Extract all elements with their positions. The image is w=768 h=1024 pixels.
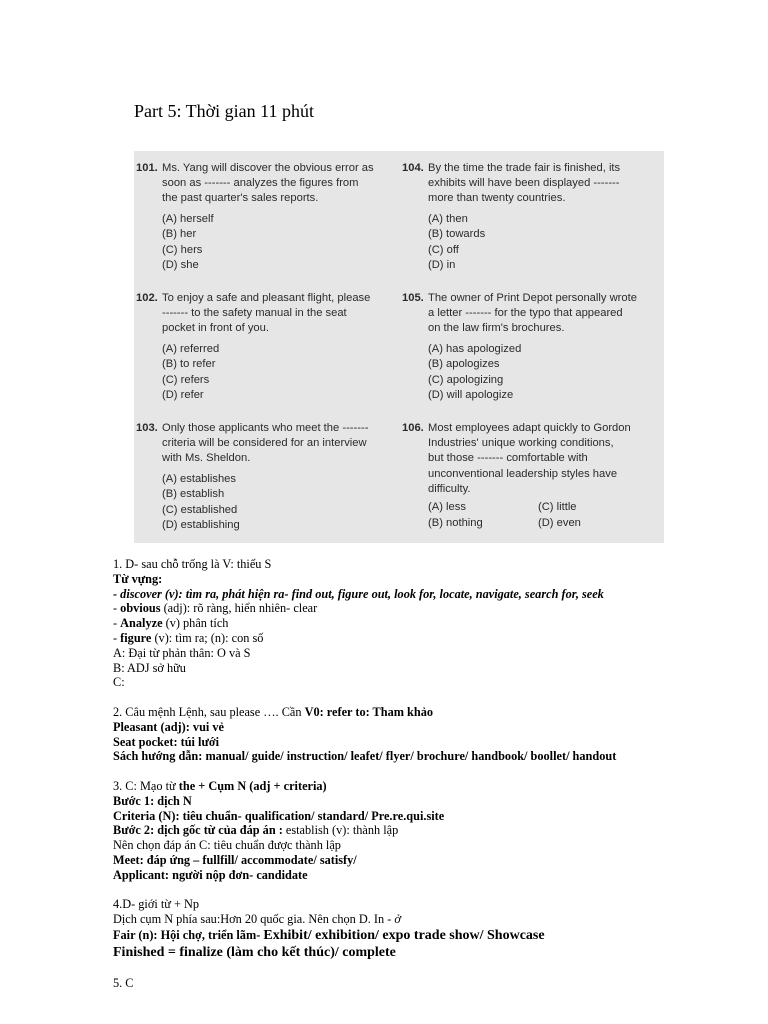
answer-option: (B) her xyxy=(162,228,197,241)
answer-notes xyxy=(113,557,753,991)
note-line: 1. D- sau chỗ trống là V: thiếu S xyxy=(113,557,272,571)
answer-option: (D) will apologize xyxy=(428,389,514,402)
note-line: Seat pocket: túi lưới xyxy=(113,734,220,749)
question-101 xyxy=(136,161,391,274)
question-text: Only those applicants who meet the ------- xyxy=(162,422,369,434)
note-line: Applicant: người nộp đơn- candidate xyxy=(113,867,308,882)
note-line: 3. C: Mạo từ the + Cụm N (adj + criteria) xyxy=(113,778,327,793)
vocab-definition: (v): tìm ra; (n): con số xyxy=(151,630,264,645)
note-line: C: xyxy=(113,675,125,690)
question-text: Ms. Yang will discover the obvious error as xyxy=(162,162,374,174)
answer-option: (A) herself xyxy=(162,212,214,225)
vocab-definition: (v) phân tích xyxy=(162,616,229,631)
question-number: 101. xyxy=(136,162,158,174)
question-104 xyxy=(402,161,660,274)
note-line: 5. C xyxy=(113,975,134,990)
answer-option: (D) establishing xyxy=(162,519,240,532)
answer-option: (A) has apologized xyxy=(428,342,522,355)
note-line: Dịch cụm N phía sau:Hơn 20 quốc gia. Nên chọn D. In - ở xyxy=(113,912,401,927)
answer-option: (C) off xyxy=(428,243,459,256)
answer-option: (B) establish xyxy=(162,488,225,501)
note-line: 4.D- giới từ + Np xyxy=(113,897,200,912)
vocab-term: obvious xyxy=(120,601,161,616)
question-102 xyxy=(136,291,391,404)
question-text: exhibits will have been displayed ------- xyxy=(428,177,620,190)
answer-option: (C) hers xyxy=(162,243,203,256)
note-line: Meet: đáp ứng – fullfill/ accommodate/ satisfy/ xyxy=(113,852,357,867)
question-text: By the time the trade fair is finished, its xyxy=(428,162,621,174)
question-text: a letter ------- for the typo that appeared xyxy=(428,307,623,320)
question-text: To enjoy a safe and pleasant flight, please xyxy=(162,292,371,304)
question-text: ------- to the safety manual in the seat xyxy=(162,307,347,320)
question-text: soon as ------- analyzes the figures from xyxy=(162,177,359,190)
question-text: the past quarter's sales reports. xyxy=(162,192,319,205)
answer-option: (A) referred xyxy=(162,342,220,355)
answer-option: (C) little xyxy=(538,501,577,514)
answer-option: (C) refers xyxy=(162,373,210,386)
vocab-term: Analyze xyxy=(120,616,163,631)
question-text: Most employees adapt quickly to Gordon xyxy=(428,422,631,434)
vocab-heading: Từ vựng: xyxy=(113,571,163,586)
note-line: Fair (n): Hội chợ, triển lãm- Exhibit/ exhibition/ expo trade show/ Showcase xyxy=(113,927,545,943)
question-number: 104. xyxy=(402,162,424,174)
answer-option: (B) towards xyxy=(428,228,486,241)
answer-option: (B) to refer xyxy=(162,358,216,371)
note-line: Finished = finalize (làm cho kết thúc)/ complete xyxy=(113,944,396,960)
question-text: pocket in front of you. xyxy=(162,322,269,335)
note-line: B: ADJ sở hữu xyxy=(113,660,186,675)
answer-option: (D) she xyxy=(162,259,199,272)
answer-option: (C) apologizing xyxy=(428,373,504,386)
exam-question-image xyxy=(134,151,664,543)
note-line: Sách hướng dẫn: manual/ guide/ instruction/ leafet/ flyer/ brochure/ handbook/ boollet/ handout xyxy=(113,749,617,764)
note-line: - Analyze (v) phân tích xyxy=(113,616,229,631)
question-106 xyxy=(402,421,660,531)
vocab-term: figure xyxy=(120,630,152,645)
question-105 xyxy=(402,291,660,404)
question-text: criteria will be considered for an interview xyxy=(162,437,367,450)
question-number: 103. xyxy=(136,422,158,434)
note-line: Criteria (N): tiêu chuẩn- qualification/ standard/ Pre.re.qui.site xyxy=(113,808,445,823)
answer-option: (B) apologizes xyxy=(428,358,500,371)
question-text: more than twenty countries. xyxy=(428,192,566,205)
note-line: - figure (v): tìm ra; (n): con số xyxy=(113,630,264,645)
note-line xyxy=(113,572,753,587)
note-line: Bước 1: dịch N xyxy=(113,793,192,808)
answer-option: (B) nothing xyxy=(428,516,483,529)
vocab-discover: - discover (v): tìm ra, phát hiện ra- find out, figure out, look for, locate, navigate, search for, seek xyxy=(113,586,604,601)
answer-option: (D) refer xyxy=(162,389,204,402)
note-line: 2. Câu mệnh Lệnh, sau please …. Cần V0: refer to: Tham khảo xyxy=(113,704,434,719)
question-text: but those ------- comfortable with xyxy=(428,452,588,465)
answer-option: (A) then xyxy=(428,212,468,225)
question-number: 102. xyxy=(136,292,158,304)
note-line: Pleasant (adj): vui vẻ xyxy=(113,719,225,734)
answer-option: (A) establishes xyxy=(162,472,236,485)
note-line: Nên chọn đáp án C: tiêu chuẩn được thành lập xyxy=(113,838,341,853)
answer-option: (D) in xyxy=(428,259,456,272)
note-line xyxy=(113,587,753,602)
note-line: Bước 2: dịch gốc từ của đáp án : establish (v): thành lập xyxy=(113,823,399,838)
note-line: A: Đại từ phản thân: O và S xyxy=(113,645,251,660)
question-number: 106. xyxy=(402,422,424,434)
question-text: The owner of Print Depot personally wrote xyxy=(428,292,637,304)
vocab-definition: (adj): rõ ràng, hiển nhiên- clear xyxy=(160,601,318,616)
answer-option: (A) less xyxy=(428,501,466,514)
answer-option: (C) established xyxy=(162,503,238,516)
question-text: on the law firm's brochures. xyxy=(428,322,565,335)
question-number: 105. xyxy=(402,292,424,304)
question-103 xyxy=(136,421,391,534)
question-text: Industries' unique working conditions, xyxy=(428,437,614,450)
answer-option: (D) even xyxy=(538,516,581,529)
note-line: - obvious (adj): rõ ràng, hiển nhiên- clear xyxy=(113,601,318,616)
page-title: Part 5: Thời gian 11 phút xyxy=(134,101,315,121)
question-text: unconventional leadership styles have xyxy=(428,467,618,480)
question-text: with Ms. Sheldon. xyxy=(162,452,251,465)
question-text: difficulty. xyxy=(428,482,471,495)
